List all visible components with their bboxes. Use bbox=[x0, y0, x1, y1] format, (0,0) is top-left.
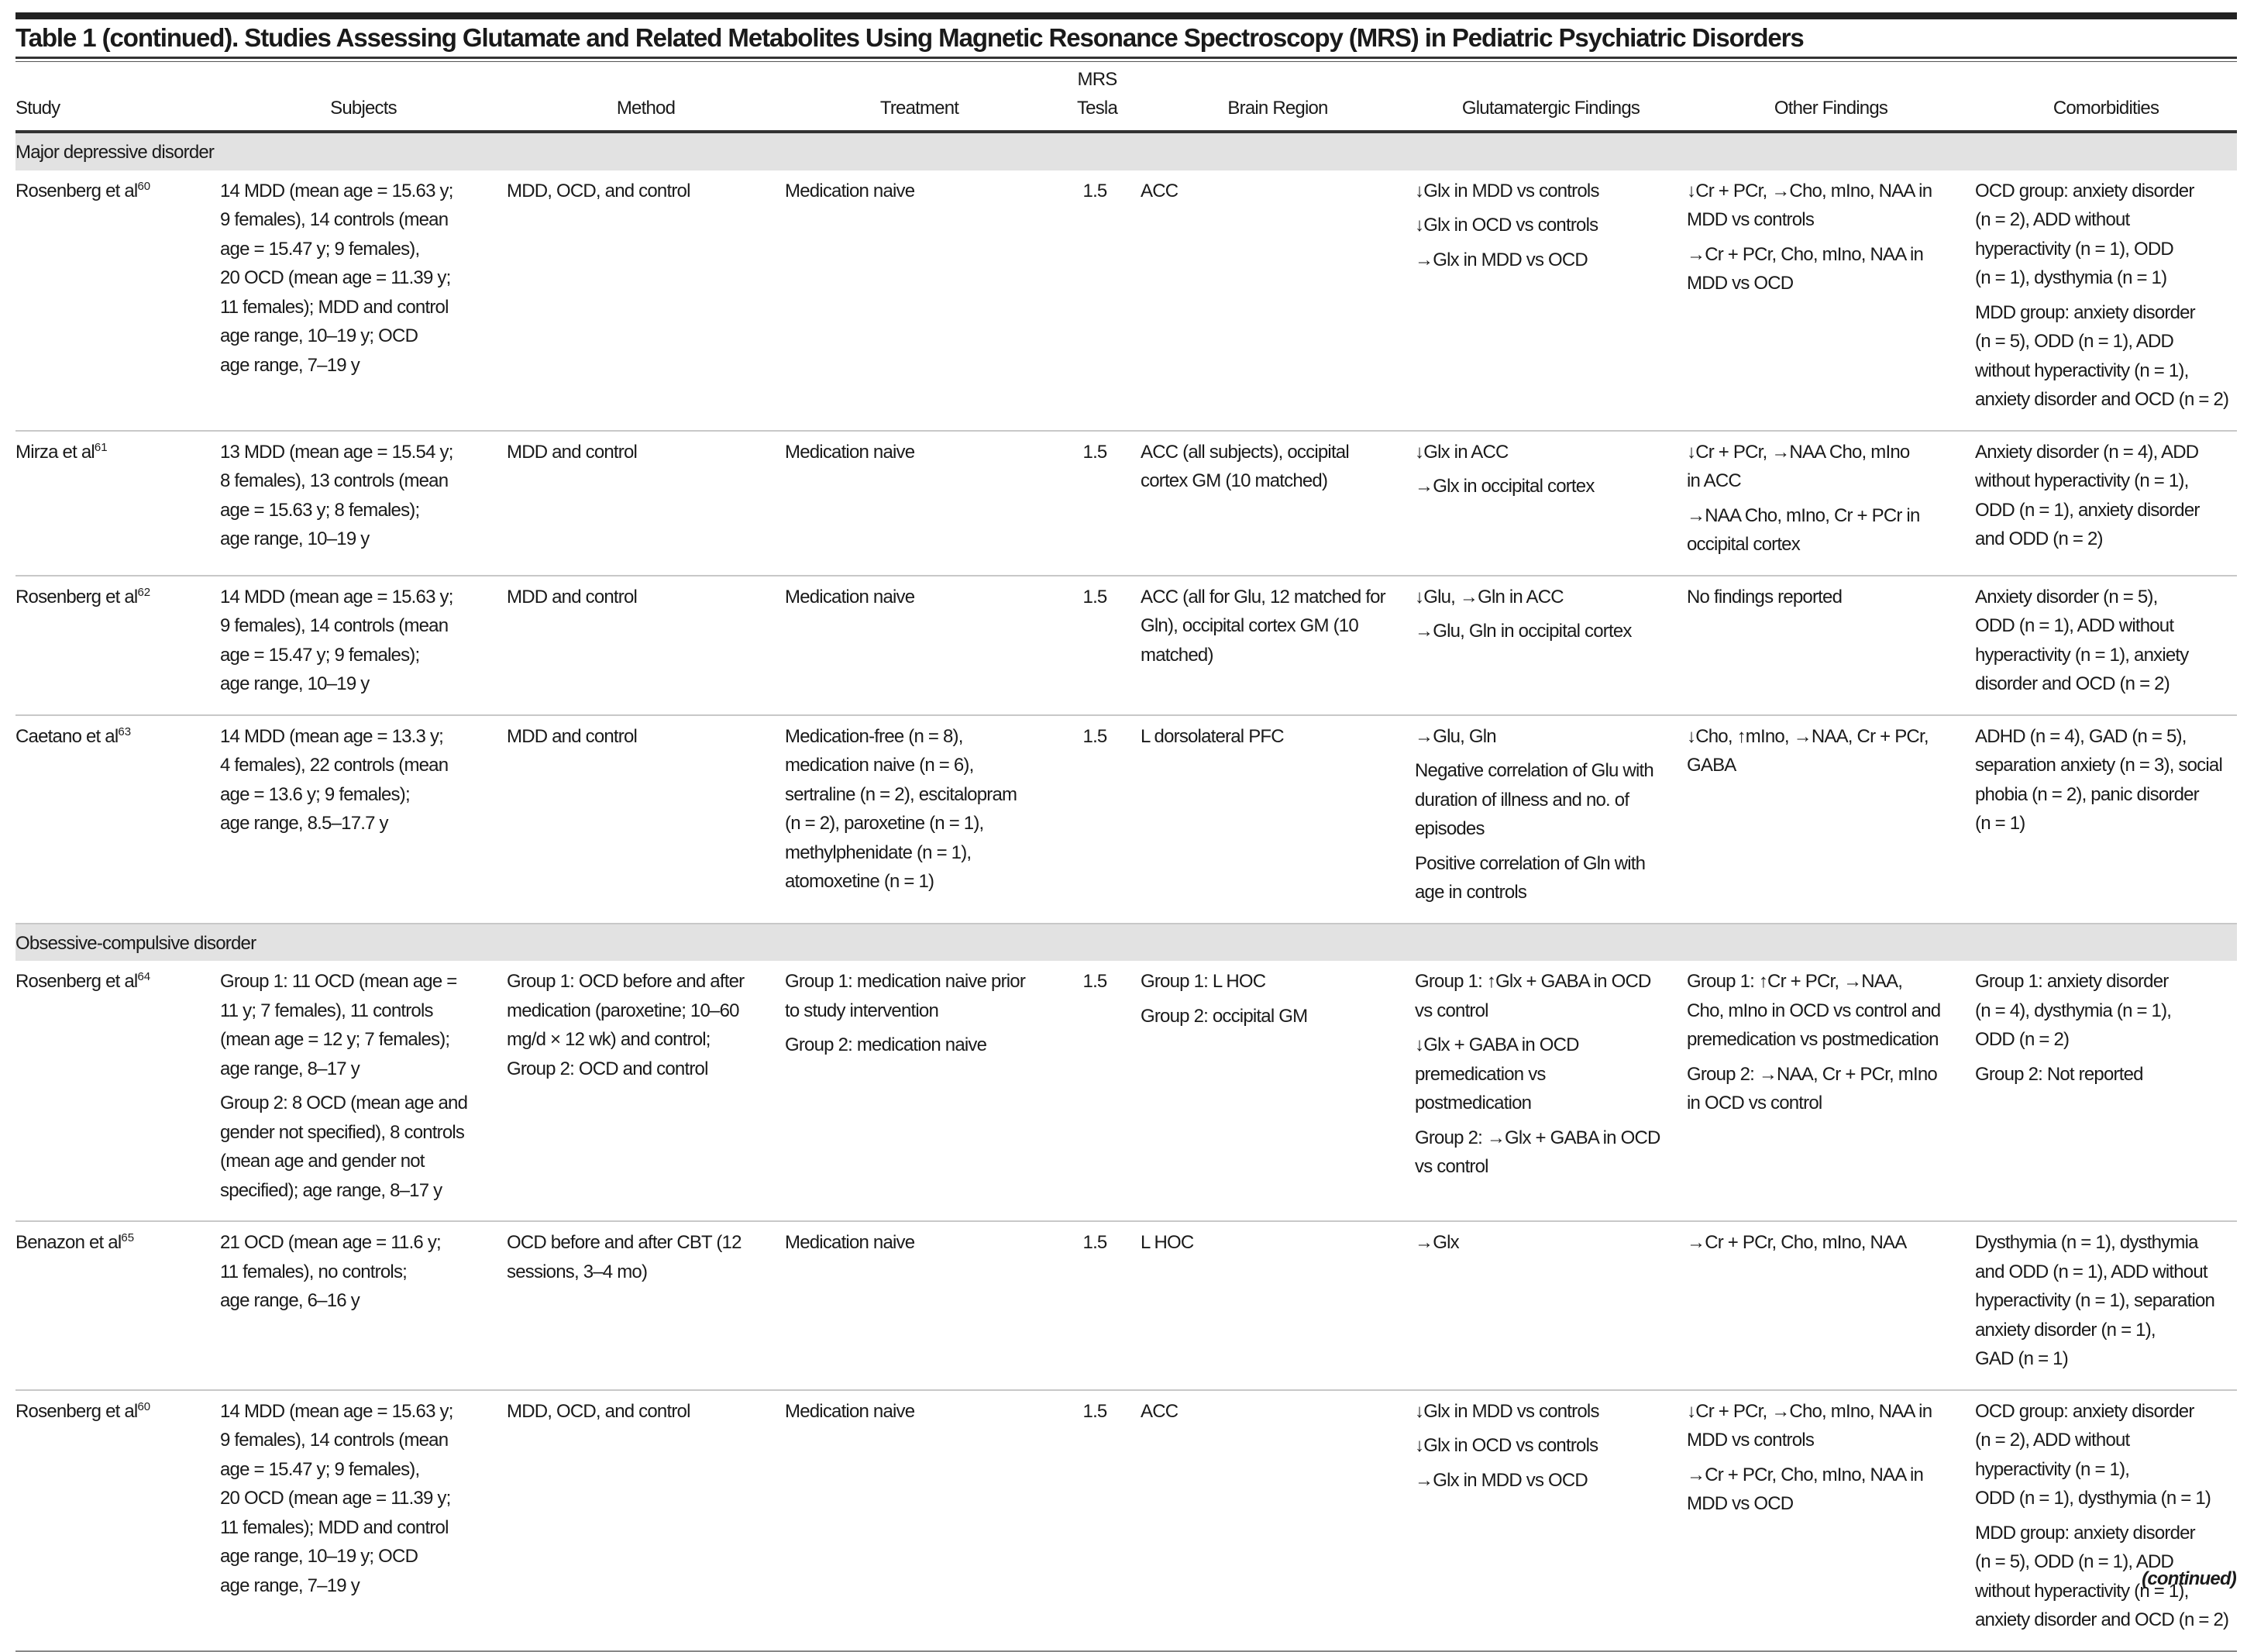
reference-number: 60 bbox=[137, 1399, 151, 1413]
glutamatergic-findings-text: ↓Glx in OCD vs controls bbox=[1415, 215, 1598, 236]
other-findings-cell bbox=[1687, 170, 1975, 431]
subjects-text: 14 MDD (mean age = 15.63 y; 9 females), 14 controls (mean age = 15.47 y; 9 females), 20 OCD (mean age = 11.39 y; 11 females); MDD and control age range, 10–19 y; OCD age range, 7–19 y bbox=[220, 180, 453, 376]
subjects-text: 14 MDD (mean age = 13.3 y; 4 females), 22 controls (mean age = 13.6 y; 9 females); age range, 8.5–17.7 y bbox=[220, 725, 449, 834]
method-text: OCD before and after CBT (12 sessions, 3–4 mo) bbox=[507, 1232, 742, 1282]
subjects-text: 14 MDD (mean age = 15.63 y; 9 females), 14 controls (mean age = 15.47 y; 9 females); age range, 10–19 y bbox=[220, 586, 453, 694]
subjects-cell bbox=[220, 170, 507, 431]
section-header-row bbox=[15, 132, 2237, 170]
treatment-cell bbox=[785, 576, 1054, 715]
glutamatergic-findings-text: Group 2: →Glx + GABA in OCD vs control bbox=[1415, 1127, 1660, 1177]
treatment-text: Medication naive bbox=[785, 180, 915, 201]
other-findings-text: Group 2: →NAA, Cr + PCr, mIno in OCD vs control bbox=[1687, 1063, 1937, 1113]
glutamatergic-findings-text: Positive correlation of Gln with age in controls bbox=[1415, 852, 1646, 903]
other-findings-text: ↓Cr + PCr, →Cho, mIno, NAA in MDD vs controls bbox=[1687, 1400, 1932, 1451]
column-header-other-findings: Other Findings bbox=[1687, 65, 1975, 132]
brain-region-text: Group 1: L HOC bbox=[1141, 971, 1266, 992]
glutamatergic-findings-text: ↓Glx + GABA in OCD premedication vs postmedication bbox=[1415, 1034, 1579, 1113]
subjects-cell bbox=[220, 715, 507, 924]
column-header-glutamatergic-findings: Glutamatergic Findings bbox=[1415, 65, 1687, 132]
mrs-tesla-cell: 1.5 bbox=[1054, 1221, 1141, 1390]
mrs-tesla-cell: 1.5 bbox=[1054, 576, 1141, 715]
treatment-cell bbox=[785, 431, 1054, 576]
other-findings-text: →Cr + PCr, Cho, mIno, NAA in MDD vs OCD bbox=[1687, 243, 1924, 294]
mrs-tesla-cell: 1.5 bbox=[1054, 715, 1141, 924]
table-row bbox=[15, 1390, 2237, 1651]
treatment-cell bbox=[785, 170, 1054, 431]
method-cell bbox=[507, 961, 785, 1221]
table-row bbox=[15, 576, 2237, 715]
table-title: Table 1 (continued). Studies Assessing Glutamate and Related Metabolites Using Magnetic Resonance Spectroscopy (MRS) in Pediatric Psychiatric Disorders bbox=[15, 23, 1804, 52]
study-cell bbox=[15, 961, 220, 1221]
comorbidities-text: MDD group: anxiety disorder (n = 5), ODD (n = 1), ADD without hyperactivity (n = 1), anxiety disorder and OCD (n = 2) bbox=[1975, 301, 2229, 410]
mrs-tesla-cell: 1.5 bbox=[1054, 170, 1141, 431]
glutamatergic-findings-text: ↓Glx in ACC bbox=[1415, 441, 1509, 463]
column-header-subjects: Subjects bbox=[220, 65, 507, 132]
comorbidities-cell bbox=[1975, 961, 2237, 1221]
reference-number: 61 bbox=[94, 440, 108, 454]
subjects-text: 14 MDD (mean age = 15.63 y; 9 females), 14 controls (mean age = 15.47 y; 9 females), 20 OCD (mean age = 11.39 y; 11 females); MDD and control age range, 10–19 y; OCD age range, 7–19 y bbox=[220, 1400, 453, 1596]
brain-region-cell bbox=[1141, 431, 1415, 576]
subjects-cell bbox=[220, 1390, 507, 1651]
mrs-tesla-cell: 1.5 bbox=[1054, 1390, 1141, 1651]
glutamatergic-findings-cell bbox=[1415, 1221, 1687, 1390]
method-text: MDD, OCD, and control bbox=[507, 1400, 690, 1422]
comorbidities-cell bbox=[1975, 170, 2237, 431]
glutamatergic-findings-cell bbox=[1415, 170, 1687, 431]
study-cell bbox=[15, 1221, 220, 1390]
treatment-text: Group 2: medication naive bbox=[785, 1034, 987, 1055]
reference-number: 62 bbox=[137, 585, 151, 599]
table-row bbox=[15, 170, 2237, 431]
brain-region-cell bbox=[1141, 1221, 1415, 1390]
method-cell bbox=[507, 170, 785, 431]
section-label: Major depressive disorder bbox=[15, 132, 2237, 170]
method-cell bbox=[507, 1221, 785, 1390]
glutamatergic-findings-text: ↓Glx in MDD vs controls bbox=[1415, 1400, 1599, 1422]
other-findings-cell bbox=[1687, 715, 1975, 924]
subjects-cell bbox=[220, 576, 507, 715]
brain-region-cell bbox=[1141, 576, 1415, 715]
table-row bbox=[15, 1221, 2237, 1390]
table-row bbox=[15, 431, 2237, 576]
other-findings-cell bbox=[1687, 1390, 1975, 1651]
glutamatergic-findings-text: →Glx in MDD vs OCD bbox=[1415, 249, 1588, 270]
column-header-comorbidities: Comorbidities bbox=[1975, 65, 2237, 132]
glutamatergic-findings-text: →Glx in MDD vs OCD bbox=[1415, 1469, 1588, 1491]
brain-region-cell bbox=[1141, 961, 1415, 1221]
comorbidities-text: ADHD (n = 4), GAD (n = 5), separation anxiety (n = 3), social phobia (n = 2), panic disorder (n = 1) bbox=[1975, 725, 2222, 834]
brain-region-text: ACC bbox=[1141, 180, 1179, 201]
treatment-cell bbox=[785, 961, 1054, 1221]
comorbidities-text: MDD group: anxiety disorder (n = 5), ODD (n = 1), ADD without hyperactivity (n = 1), anxiety disorder and OCD (n = 2) bbox=[1975, 1522, 2229, 1630]
glutamatergic-findings-text: ↓Glx in MDD vs controls bbox=[1415, 180, 1599, 201]
table-row bbox=[15, 961, 2237, 1221]
comorbidities-text: Group 2: Not reported bbox=[1975, 1063, 2143, 1085]
glutamatergic-findings-text: →Glx in occipital cortex bbox=[1415, 476, 1595, 497]
treatment-text: Medication-free (n = 8), medication naive (n = 6), sertraline (n = 2), escitalopram (n = 2), paroxetine (n = 1), methylphenidate (n = 1), atomoxetine (n = 1) bbox=[785, 725, 1017, 892]
comorbidities-text: OCD group: anxiety disorder (n = 2), ADD without hyperactivity (n = 1), ODD (n = 1), dysthymia (n = 1) bbox=[1975, 180, 2194, 288]
study-name: Rosenberg et al bbox=[15, 1400, 138, 1422]
glutamatergic-findings-cell bbox=[1415, 715, 1687, 924]
comorbidities-cell bbox=[1975, 576, 2237, 715]
study-name: Rosenberg et al bbox=[15, 180, 138, 201]
column-header-method: Method bbox=[507, 65, 785, 132]
studies-table bbox=[15, 65, 2237, 1652]
other-findings-text: ↓Cr + PCr, →Cho, mIno, NAA in MDD vs controls bbox=[1687, 180, 1932, 230]
method-cell bbox=[507, 1390, 785, 1651]
other-findings-text: No findings reported bbox=[1687, 586, 1843, 607]
study-cell bbox=[15, 170, 220, 431]
top-rule bbox=[15, 12, 2237, 19]
other-findings-text: ↓Cho, ↑mIno, →NAA, Cr + PCr, GABA bbox=[1687, 725, 1929, 776]
brain-region-text: Group 2: occipital GM bbox=[1141, 1005, 1308, 1027]
method-cell bbox=[507, 576, 785, 715]
subjects-cell bbox=[220, 961, 507, 1221]
method-cell bbox=[507, 715, 785, 924]
brain-region-text: ACC (all subjects), occipital cortex GM (10 matched) bbox=[1141, 441, 1349, 491]
treatment-cell bbox=[785, 1221, 1054, 1390]
study-name: Rosenberg et al bbox=[15, 586, 138, 607]
other-findings-cell bbox=[1687, 576, 1975, 715]
glutamatergic-findings-text: →Glx bbox=[1415, 1232, 1459, 1253]
brain-region-text: ACC (all for Glu, 12 matched for Gln), occipital cortex GM (10 matched) bbox=[1141, 586, 1385, 666]
treatment-text: Medication naive bbox=[785, 441, 915, 463]
other-findings-text: Group 1: ↑Cr + PCr, →NAA, Cho, mIno in OCD vs control and premedication vs postmedication bbox=[1687, 971, 1941, 1050]
other-findings-cell bbox=[1687, 431, 1975, 576]
study-name: Caetano et al bbox=[15, 725, 119, 747]
comorbidities-text: Anxiety disorder (n = 5), ODD (n = 1), ADD without hyperactivity (n = 1), anxiety disorder and OCD (n = 2) bbox=[1975, 586, 2189, 694]
comorbidities-cell bbox=[1975, 1221, 2237, 1390]
comorbidities-text: Group 1: anxiety disorder (n = 4), dysthymia (n = 1), ODD (n = 2) bbox=[1975, 971, 2172, 1050]
method-cell bbox=[507, 431, 785, 576]
method-text: MDD and control bbox=[507, 725, 638, 747]
study-name: Mirza et al bbox=[15, 441, 95, 463]
study-cell bbox=[15, 431, 220, 576]
mrs-tesla-cell: 1.5 bbox=[1054, 961, 1141, 1221]
treatment-text: Medication naive bbox=[785, 1232, 915, 1253]
glutamatergic-findings-cell bbox=[1415, 961, 1687, 1221]
glutamatergic-findings-cell bbox=[1415, 431, 1687, 576]
study-name: Benazon et al bbox=[15, 1232, 122, 1253]
column-header-treatment: Treatment bbox=[785, 65, 1054, 132]
glutamatergic-findings-cell bbox=[1415, 1390, 1687, 1651]
subjects-text: Group 2: 8 OCD (mean age and gender not specified), 8 controls (mean age and gender not specified); age range, 8–17 y bbox=[220, 1093, 468, 1201]
glutamatergic-findings-text: Negative correlation of Glu with duration of illness and no. of episodes bbox=[1415, 760, 1653, 839]
comorbidities-text: OCD group: anxiety disorder (n = 2), ADD without hyperactivity (n = 1), ODD (n = 1), dysthymia (n = 1) bbox=[1975, 1400, 2211, 1509]
other-findings-text: ↓Cr + PCr, →NAA Cho, mIno in ACC bbox=[1687, 441, 1910, 491]
other-findings-text: →Cr + PCr, Cho, mIno, NAA bbox=[1687, 1232, 1907, 1253]
reference-number: 64 bbox=[137, 970, 151, 983]
treatment-text: Medication naive bbox=[785, 1400, 915, 1422]
method-text: MDD, OCD, and control bbox=[507, 180, 690, 201]
comorbidities-cell bbox=[1975, 431, 2237, 576]
header-row bbox=[15, 65, 2237, 132]
treatment-text: Medication naive bbox=[785, 586, 915, 607]
brain-region-text: L dorsolateral PFC bbox=[1141, 725, 1284, 747]
comorbidities-cell bbox=[1975, 1390, 2237, 1651]
glutamatergic-findings-text: →Glu, Gln bbox=[1415, 725, 1496, 747]
mrs-tesla-cell: 1.5 bbox=[1054, 431, 1141, 576]
glutamatergic-findings-text: →Glu, Gln in occipital cortex bbox=[1415, 621, 1632, 642]
brain-region-cell bbox=[1141, 1390, 1415, 1651]
title-rule bbox=[15, 57, 2237, 59]
title-rule-thin bbox=[15, 61, 2237, 62]
subjects-cell bbox=[220, 431, 507, 576]
other-findings-text: →Cr + PCr, Cho, mIno, NAA in MDD vs OCD bbox=[1687, 1464, 1924, 1514]
glutamatergic-findings-cell bbox=[1415, 576, 1687, 715]
section-header-row bbox=[15, 924, 2237, 962]
other-findings-cell bbox=[1687, 961, 1975, 1221]
reference-number: 65 bbox=[121, 1231, 135, 1244]
comorbidities-cell bbox=[1975, 715, 2237, 924]
treatment-cell bbox=[785, 715, 1054, 924]
method-text: Group 1: OCD before and after medication (paroxetine; 10–60 mg/d × 12 wk) and control; Group 2: OCD and control bbox=[507, 971, 745, 1079]
study-cell bbox=[15, 715, 220, 924]
continued-note: (continued) bbox=[2142, 1568, 2236, 1589]
treatment-text: Group 1: medication naive prior to study intervention bbox=[785, 971, 1026, 1021]
subjects-text: 13 MDD (mean age = 15.54 y; 8 females), 13 controls (mean age = 15.63 y; 8 females); age range, 10–19 y bbox=[220, 441, 453, 549]
method-text: MDD and control bbox=[507, 441, 638, 463]
comorbidities-text: Dysthymia (n = 1), dysthymia and ODD (n = 1), ADD without hyperactivity (n = 1), separation anxiety disorder (n = 1), GAD (n = 1) bbox=[1975, 1232, 2215, 1369]
method-text: MDD and control bbox=[507, 586, 638, 607]
glutamatergic-findings-text: ↓Glu, →Gln in ACC bbox=[1415, 586, 1564, 607]
glutamatergic-findings-text: ↓Glx in OCD vs controls bbox=[1415, 1435, 1598, 1456]
subjects-text: Group 1: 11 OCD (mean age = 11 y; 7 females), 11 controls (mean age = 12 y; 7 females); age range, 8–17 y bbox=[220, 971, 457, 1079]
subjects-text: 21 OCD (mean age = 11.6 y; 11 females), no controls; age range, 6–16 y bbox=[220, 1232, 441, 1311]
study-name: Rosenberg et al bbox=[15, 971, 138, 992]
brain-region-text: L HOC bbox=[1141, 1232, 1194, 1253]
column-header-mrs-tesla: MRS Tesla bbox=[1054, 65, 1141, 132]
treatment-cell bbox=[785, 1390, 1054, 1651]
study-cell bbox=[15, 576, 220, 715]
column-header-brain-region: Brain Region bbox=[1141, 65, 1415, 132]
subjects-cell bbox=[220, 1221, 507, 1390]
study-cell bbox=[15, 1390, 220, 1651]
reference-number: 63 bbox=[118, 724, 132, 738]
comorbidities-text: Anxiety disorder (n = 4), ADD without hyperactivity (n = 1), ODD (n = 1), anxiety disorder and ODD (n = 2) bbox=[1975, 441, 2200, 549]
other-findings-cell bbox=[1687, 1221, 1975, 1390]
reference-number: 60 bbox=[137, 179, 151, 193]
column-header-study: Study bbox=[15, 65, 220, 132]
section-label: Obsessive-compulsive disorder bbox=[15, 924, 2237, 962]
other-findings-text: →NAA Cho, mIno, Cr + PCr in occipital cortex bbox=[1687, 504, 1920, 555]
glutamatergic-findings-text: Group 1: ↑Glx + GABA in OCD vs control bbox=[1415, 971, 1651, 1021]
brain-region-text: ACC bbox=[1141, 1400, 1179, 1422]
brain-region-cell bbox=[1141, 170, 1415, 431]
brain-region-cell bbox=[1141, 715, 1415, 924]
table-row bbox=[15, 715, 2237, 924]
